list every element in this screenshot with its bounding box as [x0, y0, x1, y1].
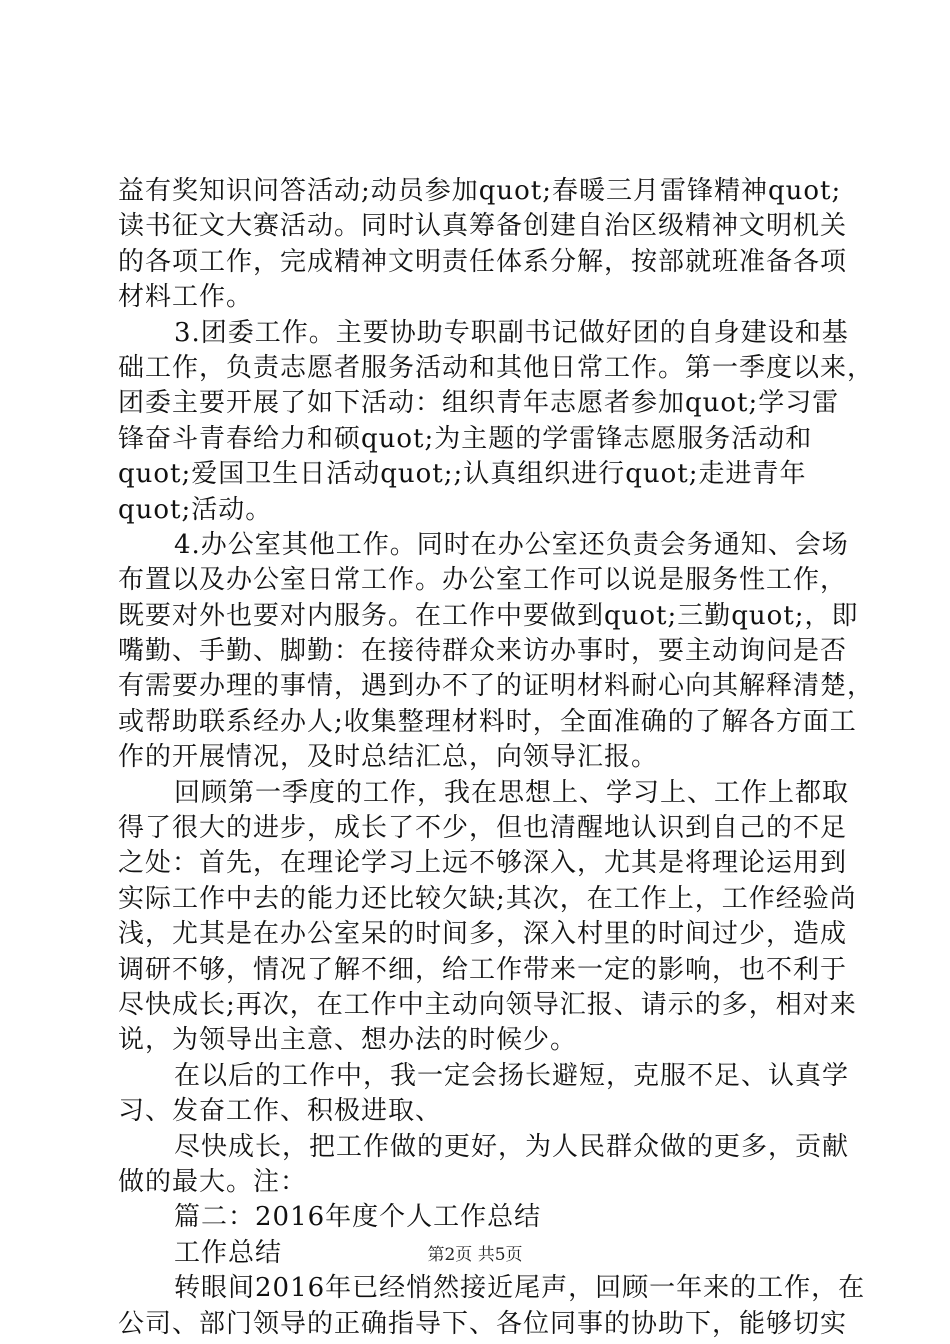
text-line: 工作总结 [174, 1237, 283, 1268]
text-line: 篇二：2016年度个人工作总结 [174, 1202, 542, 1233]
text-line: 在以后的工作中，我一定会扬长避短，克服不足、认真学 [174, 1060, 850, 1091]
text-line: 有需要办理的事情，遇到办不了的证明材料耐心向其解释清楚， [118, 671, 875, 702]
text-line: 做的最大。注： [118, 1166, 308, 1197]
text-line: 团委主要开展了如下活动：组织青年志愿者参加quot;学习雷 [118, 388, 840, 419]
text-line: 实际工作中去的能力还比较欠缺;其次，在工作上，工作经验尚 [118, 883, 857, 914]
text-line: 4.办公室其他工作。同时在办公室还负责会务通知、会场 [174, 529, 849, 560]
text-line: 布置以及办公室日常工作。办公室工作可以说是服务性工作， [118, 565, 848, 596]
text-line: 或帮助联系经办人;收集整理材料时，全面准确的了解各方面工 [118, 706, 857, 737]
text-line: 益有奖知识问答活动;动员参加quot;春暖三月雷锋精神quot; [118, 176, 842, 206]
text-line: 3.团委工作。主要协助专职副书记做好团的自身建设和基 [174, 317, 849, 348]
text-line: 回顾第一季度的工作，我在思想上、学习上、工作上都取 [174, 777, 850, 808]
text-line: quot;爱国卫生日活动quot;;认真组织进行quot;走进青年 [118, 459, 807, 490]
page-footer: 第2页 共5页 [427, 1245, 523, 1265]
text-line: 的各项工作，完成精神文明责任体系分解，按部就班准备各项 [118, 246, 848, 277]
text-line: 尽快成长，把工作做的更好，为人民群众做的更多，贡献 [174, 1131, 850, 1162]
text-line: 得了很大的进步，成长了不少，但也清醒地认识到自己的不足 [118, 813, 848, 844]
text-line: 调研不够，情况了解不细，给工作带来一定的影响，也不利于 [118, 954, 848, 985]
text-line: 嘴勤、手勤、脚勤：在接待群众来访办事时，要主动询问是否 [118, 636, 848, 667]
text-line: 尽快成长;再次，在工作中主动向领导汇报、请示的多，相对来 [118, 989, 857, 1020]
text-line: 转眼间2016年已经悄然接近尾声，回顾一年来的工作，在 [174, 1273, 866, 1304]
document-body [118, 174, 875, 1342]
text-line: 之处：首先，在理论学习上远不够深入，尤其是将理论运用到 [118, 848, 848, 879]
text-line: 习、发奋工作、积极进取、 [118, 1096, 443, 1127]
text-line: 材料工作。 [118, 282, 254, 313]
text-line: 作的开展情况，及时总结汇总，向领导汇报。 [118, 742, 659, 773]
text-line: 浅，尤其是在办公室呆的时间多，深入村里的时间过少，造成 [118, 919, 848, 950]
text-line: 既要对外也要对内服务。在工作中要做到quot;三勤quot;，即 [118, 600, 859, 631]
text-line: 公司、部门领导的正确指导下、各位同事的协助下，能够切实 [118, 1308, 848, 1339]
text-line: 说，为领导出主意、想办法的时候少。 [118, 1025, 578, 1056]
text-line: 锋奋斗青春给力和硕quot;为主题的学雷锋志愿服务活动和 [118, 423, 813, 454]
text-line: 础工作，负责志愿者服务活动和其他日常工作。第一季度以来， [118, 352, 875, 383]
text-line: 读书征文大赛活动。同时认真筹备创建自治区级精神文明机关 [118, 211, 848, 242]
text-line: quot;活动。 [118, 494, 273, 525]
